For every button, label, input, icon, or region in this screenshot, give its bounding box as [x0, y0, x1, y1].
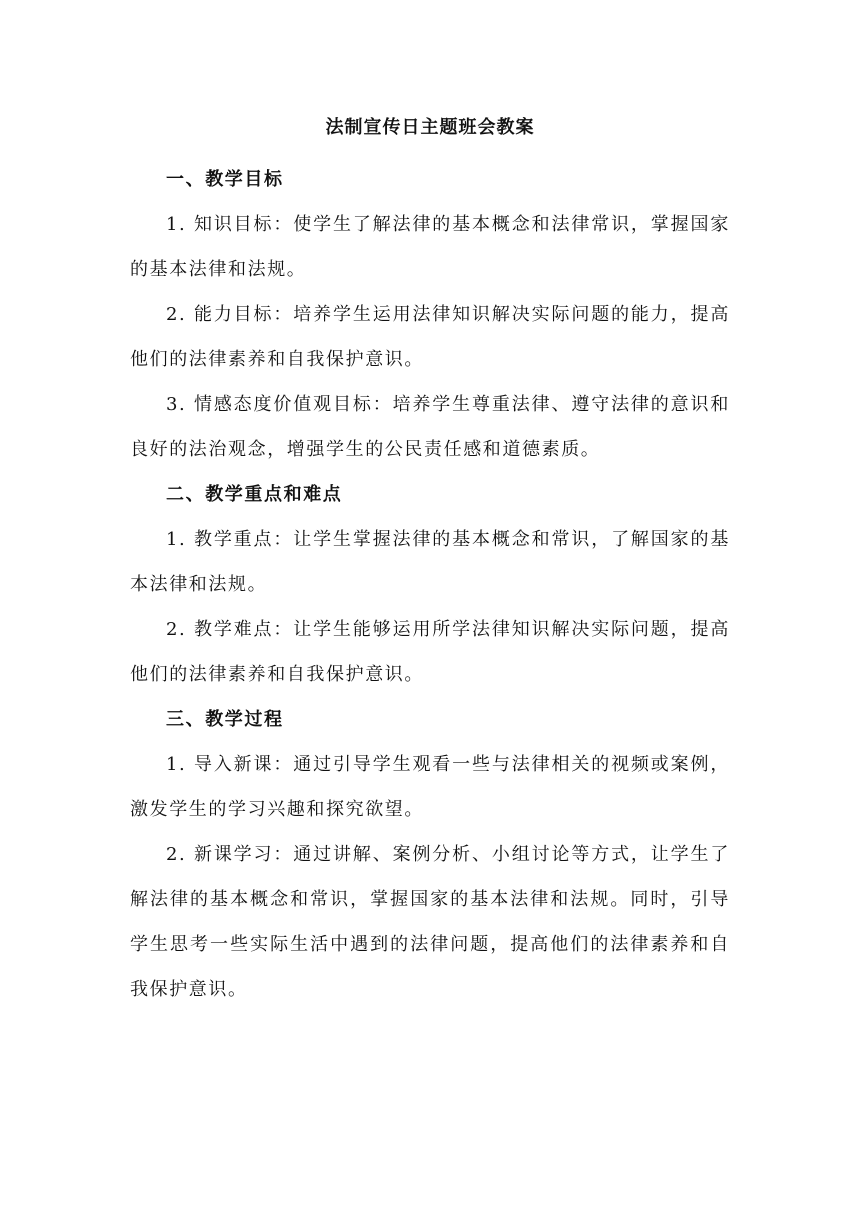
paragraph: 1. 导入新课：通过引导学生观看一些与法律相关的视频或案例，激发学生的学习兴趣和探究欲望。: [130, 754, 730, 820]
paragraph: 1. 知识目标：使学生了解法律的基本概念和法律常识，掌握国家的基本法律和法规。: [130, 214, 730, 280]
paragraph: 3. 情感态度价值观目标：培养学生尊重法律、遵守法律的意识和良好的法治观念，增强学生的公民责任感和道德素质。: [130, 394, 730, 460]
paragraph: 2. 新课学习：通过讲解、案例分析、小组讨论等方式，让学生了解法律的基本概念和常识，掌握国家的基本法律和法规。同时，引导学生思考一些实际生活中遇到的法律问题，提高他们的法律素养和自我保护意识。: [130, 844, 730, 1000]
section-heading: 一、教学目标: [166, 169, 284, 190]
section-heading: 二、教学重点和难点: [166, 484, 343, 505]
section-teaching-process: [130, 697, 730, 1012]
paragraph: 1. 教学重点：让学生掌握法律的基本概念和常识，了解国家的基本法律和法规。: [130, 529, 730, 595]
section-key-points: [130, 472, 730, 697]
paragraph: 2. 教学难点：让学生能够运用所学法律知识解决实际问题，提高他们的法律素养和自我保护意识。: [130, 619, 730, 685]
paragraph: 2. 能力目标：培养学生运用法律知识解决实际问题的能力，提高他们的法律素养和自我保护意识。: [130, 304, 730, 370]
document-body: [130, 112, 730, 1012]
section-heading: 三、教学过程: [166, 709, 284, 730]
section-teaching-objectives: [130, 157, 730, 472]
document-title: 法制宣传日主题班会教案: [325, 117, 535, 138]
